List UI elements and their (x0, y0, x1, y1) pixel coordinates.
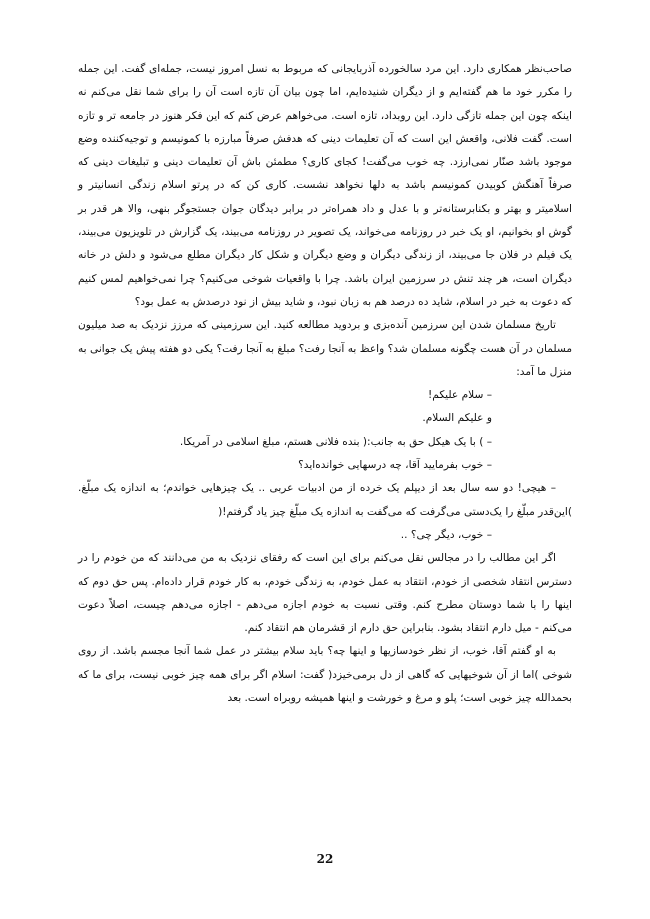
body-paragraph-2: تاریخ مسلمان شدن این سرزمین آنده‌بزی و بردوید مطالعه کنید. این سرزمینی که مرزز نزدیک به صد میلیون مسلمان در آن هست چگونه مسلمان شد؟ واعظ به آنجا رفت؟ مبلغ به آنجا رفت؟ یکی دو هفته پیش یک جوانی به منزل ما آمد: (78, 319, 572, 378)
dialogue-line-6: – خوب، دیگر چی؟ .. (400, 528, 492, 541)
body-paragraph-1: صاحب‌نظر همکاری دارد. این مرد سالخورده آذربایجانی که مربوط به نسل امروز نیست، جمله‌ای گفت. این جمله را مکرر خود ما هم گفته‌ایم و از دیگران شنیده‌ایم، اما چون بیان آن تازه است آن را برای شما نقل می‌کنم نه اینکه چون این جمله تازگی دارد. این روبداد، تازه است. می‌خواهم عرض کنم که این فکر هنوز در جامعه تر و تازه است. گفت فلانی، واقعش این است که آن تعلیمات دینی که هدفش صرفاً مبارزه با کمونیسم و توجیه‌کننده وضع موجود باشد صنّار نمی‌ارزد. چه خوب می‌گفت! کجای کاری؟ مطمئن باش آن تعلیمات دینی و تبلیغات دینی که صرفاً آهنگش کوبیدن کمونیسم باشد به دلها نخواهد نشست. کاری کن که در پرتو اسلام زندگی انسانیتر و اسلامیتر و بهتر و بکنابرستانه‌تر و با عدل و داد همراه‌تر در برابر دیدگان جوان جستجوگر بنهی، والا هر قدر بر گوش او بخوانیم، او یک خبر در روزنامه می‌خواند، یک تصویر در روزنامه می‌بیند، یک گزارش در تلویزیون می‌بیند، یک فیلم در فلان جا می‌بیند، از زندگی دیگران و وضع دیگران و شکل کار دیگران مطلع می‌شود و دلش در خانه دیگران است، هر چند تنش در سرزمین ایران باشد. چرا با واقعیات شوخی می‌کنیم؟ چرا نمی‌خواهیم لمس کنیم که دعوت به خیر در اسلام، شاید ده درصد هم به زبان نبود، و شاید بیش از نود درصدش به عمل بود؟ (78, 63, 572, 308)
body-paragraph-3: اگر این مطالب را در مجالس نقل می‌کنم برای این است که رفقای نزدیک به من می‌دانند که من خودم را در دسترس انتقاد شخصی از خودم، انتقاد به عمل خودم، به زندگی خودم، به کار خودم قرار داده‌ام. پس حق دوم که اینها را با شما دوستان مطرح کنم. وقتی نسبت به خودم اجازه می‌دهم - اجازه می‌دهم چیست، اصلاً دعوت می‌کنم - میل دارم انتقاد بشود. بنابراین حق دارم از قشرمان هم انتقاد کنم. (78, 552, 572, 635)
dialogue-line-3: – ) با یک هیکل حق به جانب:( بنده فلانی هستم، مبلغ اسلامی در آمریکا. (179, 435, 492, 448)
dialogue-line-4: – خوب بفرمایید آقا، چه درسهایی خوانده‌اید؟ (298, 459, 492, 472)
dialogue-line-2: و علیکم السلام. (422, 412, 492, 425)
dialogue-line-5: – هیچی! دو سه سال بعد از دیپلم یک خرده از من ادبیات عربی .. یک چیزهایی خواندم؛ به اندازه یک مبلّغ. )این‌قدر مبلّغ را یک‌دستی می‌گرفت که می‌گفت به اندازه یک مبلّغ چیز یاد گرفتم!( (78, 482, 572, 518)
document-page (78, 58, 572, 858)
dialogue-line-1: – سلام علیکم! (428, 389, 492, 402)
body-paragraph-4: به او گفتم آقا، خوب، از نظر خودسازیها و اینها چه؟ باید سلام بیشتر در عمل شما آنجا مجسم باشد. از روی شوخی )اما از آن شوخیهایی که گاهی از دل برمی‌خیزد( گفت: اسلام اگر برای همه چیز خوبی نیست، برای ما که بحمدالله چیز خوبی است؛ پلو و مرغ و خورشت و اینها همیشه روبراه است. بعد (78, 645, 572, 705)
page-number: 22 (316, 852, 334, 866)
